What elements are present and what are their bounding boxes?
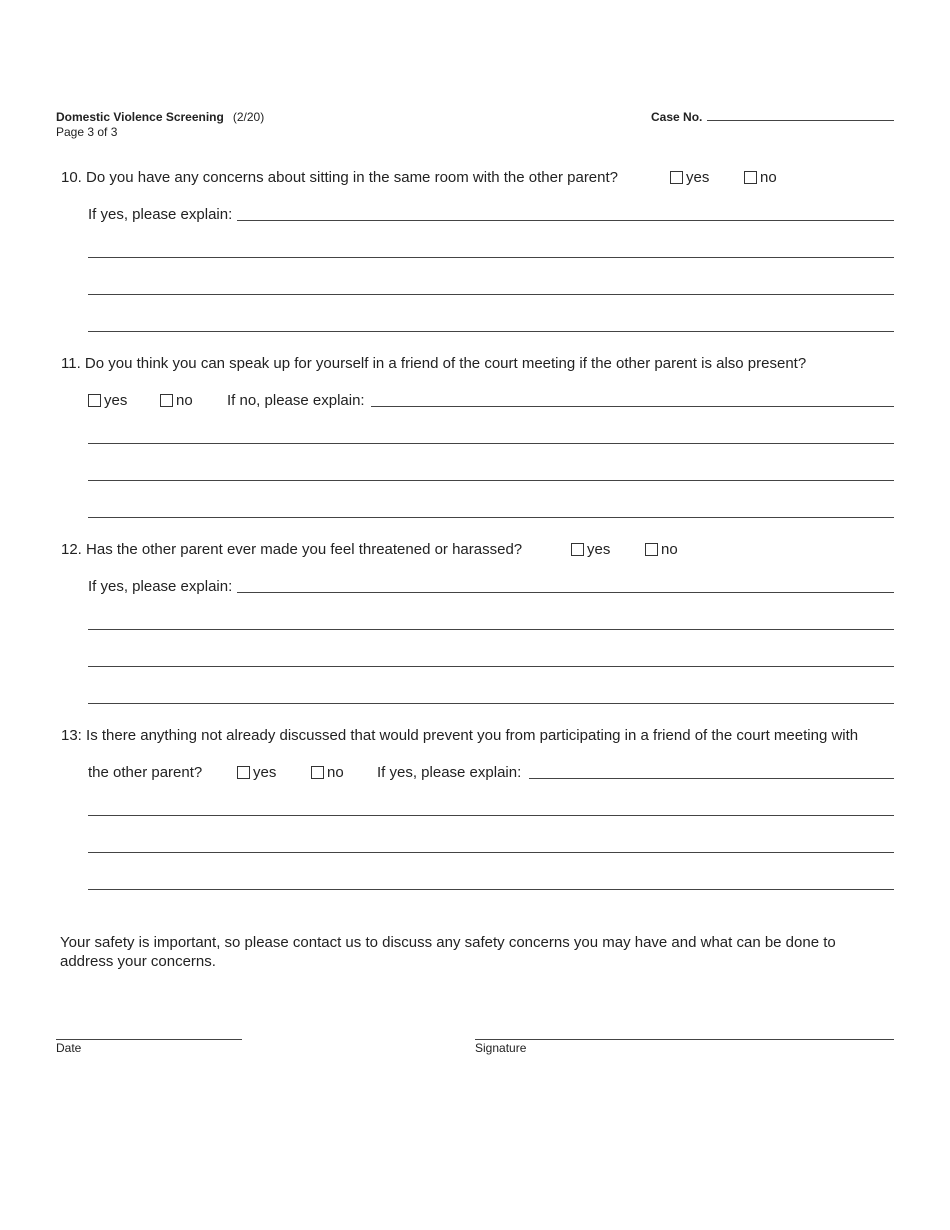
question-number: 11. — [61, 355, 81, 372]
question-11 — [61, 355, 806, 372]
q12-explain-line-4[interactable] — [88, 703, 894, 704]
checkbox-box[interactable] — [744, 171, 757, 184]
question-number: 10. — [61, 169, 82, 186]
q12-explain-line-3[interactable] — [88, 666, 894, 667]
question-text: Do you have any concerns about sitting in the same room with the other parent? — [86, 169, 619, 186]
q11-explain-line-4[interactable] — [88, 517, 894, 518]
case-no-label: Case No. — [651, 110, 703, 124]
q10-explain-line-1[interactable] — [237, 220, 894, 221]
case-no-field[interactable] — [707, 120, 894, 121]
checkbox-box[interactable] — [160, 394, 173, 407]
form-title — [56, 110, 264, 124]
signature-label: Signature — [475, 1041, 527, 1055]
question-12 — [61, 541, 522, 558]
q13-yes-checkbox[interactable]: yes — [237, 764, 276, 781]
q11-explain-label: If no, please explain: — [227, 392, 365, 409]
q11-explain-line-2[interactable] — [88, 443, 894, 444]
question-13-continued: the other parent? — [88, 764, 203, 781]
signature-field[interactable] — [475, 1039, 894, 1040]
q13-explain-line-2[interactable] — [88, 815, 894, 816]
question-text: Do you think you can speak up for yourself in a friend of the court meeting if the other parent is also present? — [84, 355, 807, 372]
question-number: 13: — [61, 727, 82, 744]
question-text: Is there anything not already discussed that would prevent you from participating in a friend of the court meeting with — [86, 727, 859, 744]
checkbox-box[interactable] — [88, 394, 101, 407]
safety-note: Your safety is important, so please contact us to discuss any safety concerns you may have and what can be done to address your concerns. — [60, 934, 836, 970]
question-number: 12. — [61, 541, 82, 558]
q10-yes-checkbox[interactable]: yes — [670, 169, 709, 186]
form-revision: (2/20) — [232, 110, 265, 124]
checkbox-box[interactable] — [237, 766, 250, 779]
q11-explain-line-1[interactable] — [371, 406, 894, 407]
q13-explain-line-3[interactable] — [88, 852, 894, 853]
q11-explain-line-3[interactable] — [88, 480, 894, 481]
q12-explain-line-2[interactable] — [88, 629, 894, 630]
q13-explain-label: If yes, please explain: — [377, 764, 522, 781]
form-title-text: Domestic Violence Screening — [56, 110, 224, 124]
date-label: Date — [56, 1041, 82, 1055]
q10-explain-line-4[interactable] — [88, 331, 894, 332]
q11-no-checkbox[interactable]: no — [160, 392, 193, 409]
q10-explain-line-2[interactable] — [88, 257, 894, 258]
checkbox-box[interactable] — [571, 543, 584, 556]
q11-yes-checkbox[interactable]: yes — [88, 392, 127, 409]
q12-explain-label: If yes, please explain: — [88, 578, 233, 595]
q13-no-checkbox[interactable]: no — [311, 764, 344, 781]
q12-yes-checkbox[interactable]: yes — [571, 541, 610, 558]
date-field[interactable] — [56, 1039, 242, 1040]
checkbox-box[interactable] — [670, 171, 683, 184]
page-indicator: Page 3 of 3 — [56, 125, 118, 139]
checkbox-box[interactable] — [645, 543, 658, 556]
q10-explain-line-3[interactable] — [88, 294, 894, 295]
q12-explain-line-1[interactable] — [237, 592, 894, 593]
checkbox-box[interactable] — [311, 766, 324, 779]
question-text: Has the other parent ever made you feel threatened or harassed? — [86, 541, 523, 558]
q12-no-checkbox[interactable]: no — [645, 541, 678, 558]
question-13 — [61, 727, 858, 744]
q13-explain-line-4[interactable] — [88, 889, 894, 890]
q13-explain-line-1[interactable] — [529, 778, 894, 779]
q10-explain-label: If yes, please explain: — [88, 206, 233, 223]
q10-no-checkbox[interactable]: no — [744, 169, 777, 186]
question-10 — [61, 169, 618, 186]
